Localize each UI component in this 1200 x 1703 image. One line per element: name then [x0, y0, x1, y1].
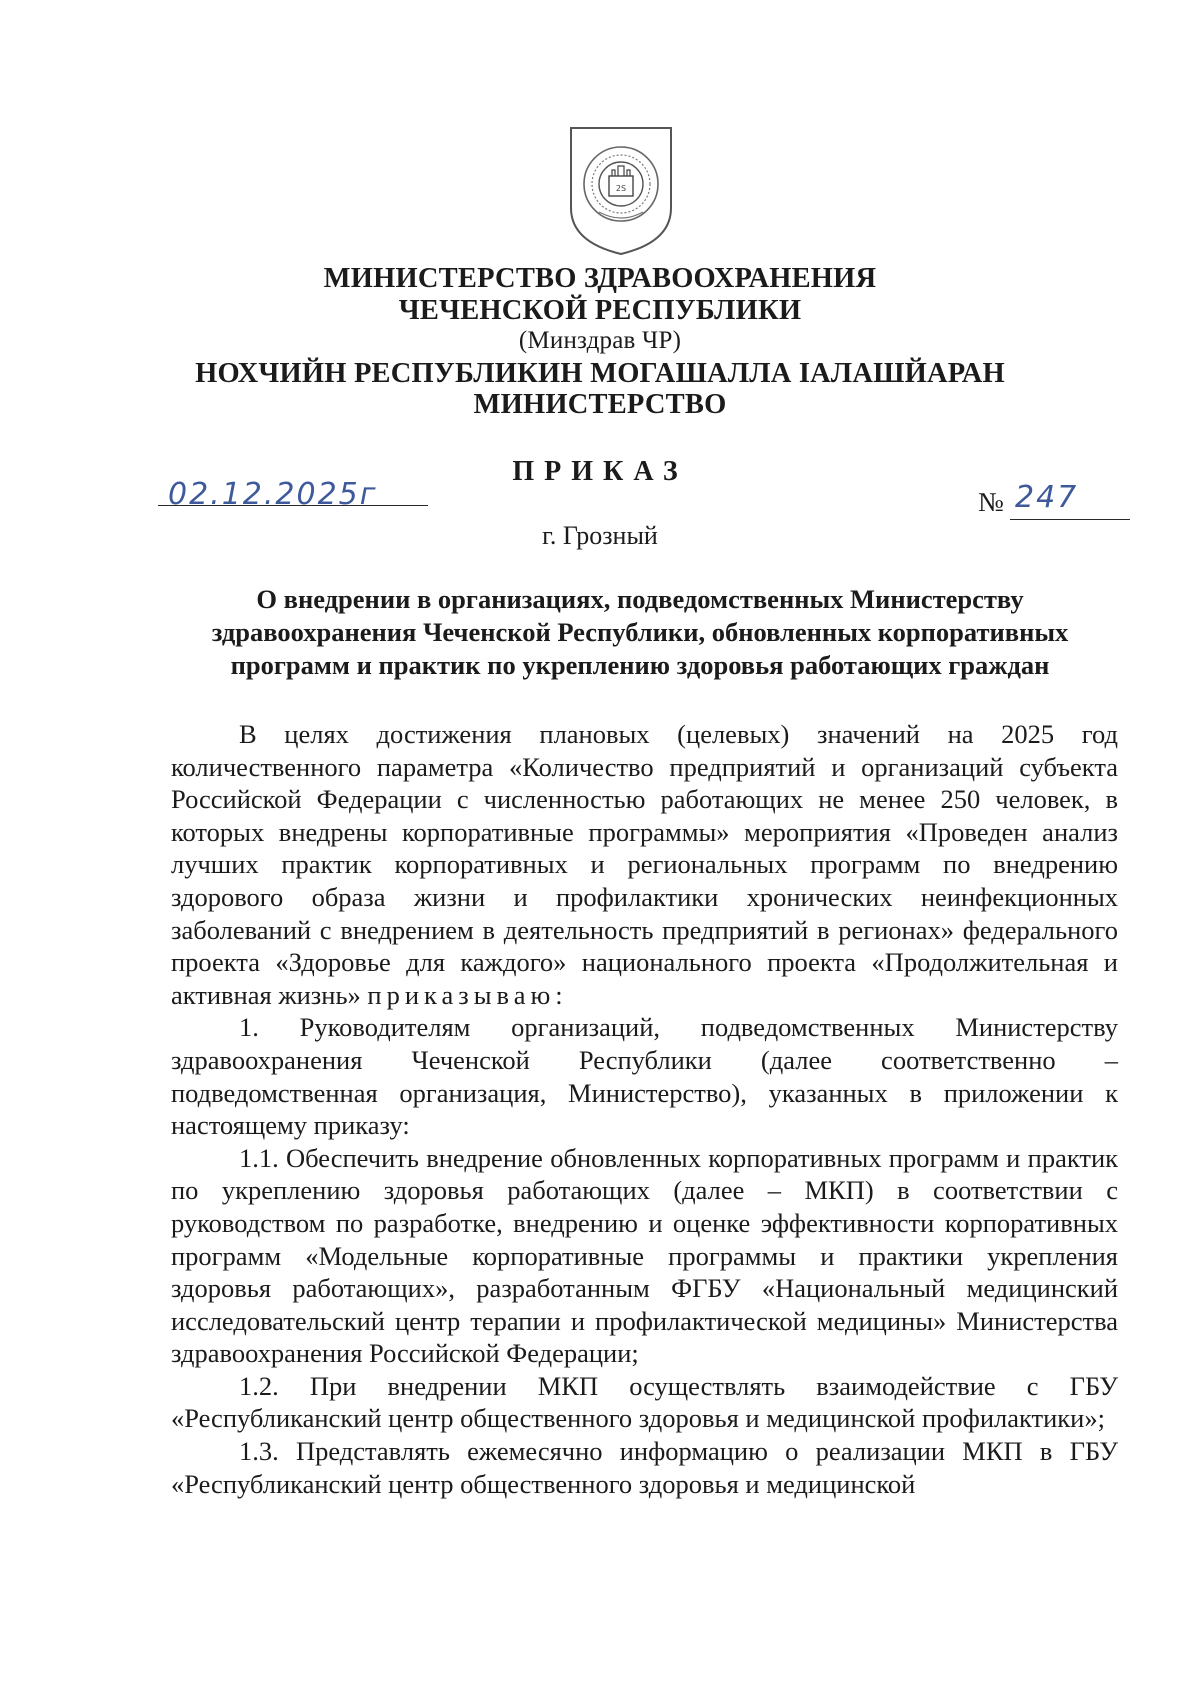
- ministry-name-line-2: ЧЕЧЕНСКОЙ РЕСПУБЛИКИ: [398, 295, 802, 326]
- order-title: О внедрении в организациях, подведомственных Министерству здравоохранения Чеченской Республики, обновленных корпоративных программ и практик по укреплению здоровья работающих граждан: [211, 584, 1069, 680]
- paragraph-1: 1. Руководителям организаций, подведомственных Министерству здравоохранения Чеченской Республики (далее соответственно – подведомственная организация, Министерство), указанных в приложении к настоящему приказу:: [171, 1012, 1118, 1141]
- chechen-coat-of-arms-icon: [565, 124, 677, 256]
- intro-paragraph: [171, 718, 1118, 1011]
- order-body: [171, 718, 1118, 1500]
- number-underline: [1010, 519, 1130, 520]
- ministry-name-chechen-line-2: МИНИСТЕРСТВО: [473, 389, 727, 420]
- order-directive-word: приказываю:: [367, 979, 568, 1010]
- svg-text:2S: 2S: [615, 184, 627, 193]
- ministry-short-name: (Минздрав ЧР): [518, 327, 682, 354]
- order-city: г. Грозный: [542, 521, 658, 550]
- order-number-sign: №: [978, 487, 1004, 517]
- paragraph-1-1: 1.1. Обеспечить внедрение обновленных корпоративных программ и практик по укреплению здоровья работающих (далее – МКП) в соответствии с руководством по разработке, внедрению и оценке эффективности корпоративных программ «Модельные корпоративные программы и практики укрепления здоровья работающих», разработанным ФГБУ «Национальный медицинский исследовательский центр терапии и профилактической медицины» Министерства здравоохранения Российской Федерации;: [171, 1142, 1118, 1369]
- order-heading: ПРИКАЗ: [512, 456, 688, 487]
- paragraph-1-3: 1.3. Представлять ежемесячно информацию о реализации МКП в ГБУ «Республиканский центр общественного здоровья и медицинской: [171, 1436, 1118, 1499]
- intro-text: В целях достижения плановых (целевых) значений на 2025 год количественного параметра «Количество предприятий и организаций субъекта Российской Федерации с численностью работающих не менее 250 человек, в которых внедрены корпоративные программы» мероприятия «Проведен анализ лучших практик корпоративных и региональных программ по внедрению здорового образа жизни и профилактики хронических неинфекционных заболеваний с внедрением в деятельность предприятий в регионах» федерального проекта «Здоровье для каждого» национального проекта «Продолжительная и активная жизнь»: [171, 719, 1118, 1010]
- order-number-handwritten: 247: [1015, 480, 1079, 515]
- ministry-name-line-1: МИНИСТЕРСТВО ЗДРАВООХРАНЕНИЯ: [323, 263, 877, 294]
- date-underline: [158, 505, 428, 506]
- order-date-handwritten: 02.12.2025г: [168, 477, 378, 512]
- paragraph-1-2: 1.2. При внедрении МКП осуществлять взаимодействие с ГБУ «Республиканский центр общественного здоровья и медицинской профилактики»;: [171, 1370, 1118, 1434]
- ministry-name-chechen-line-1: НОХЧИЙН РЕСПУБЛИКИН МОГАШАЛЛА IАЛАШЙАРАН: [195, 358, 1005, 389]
